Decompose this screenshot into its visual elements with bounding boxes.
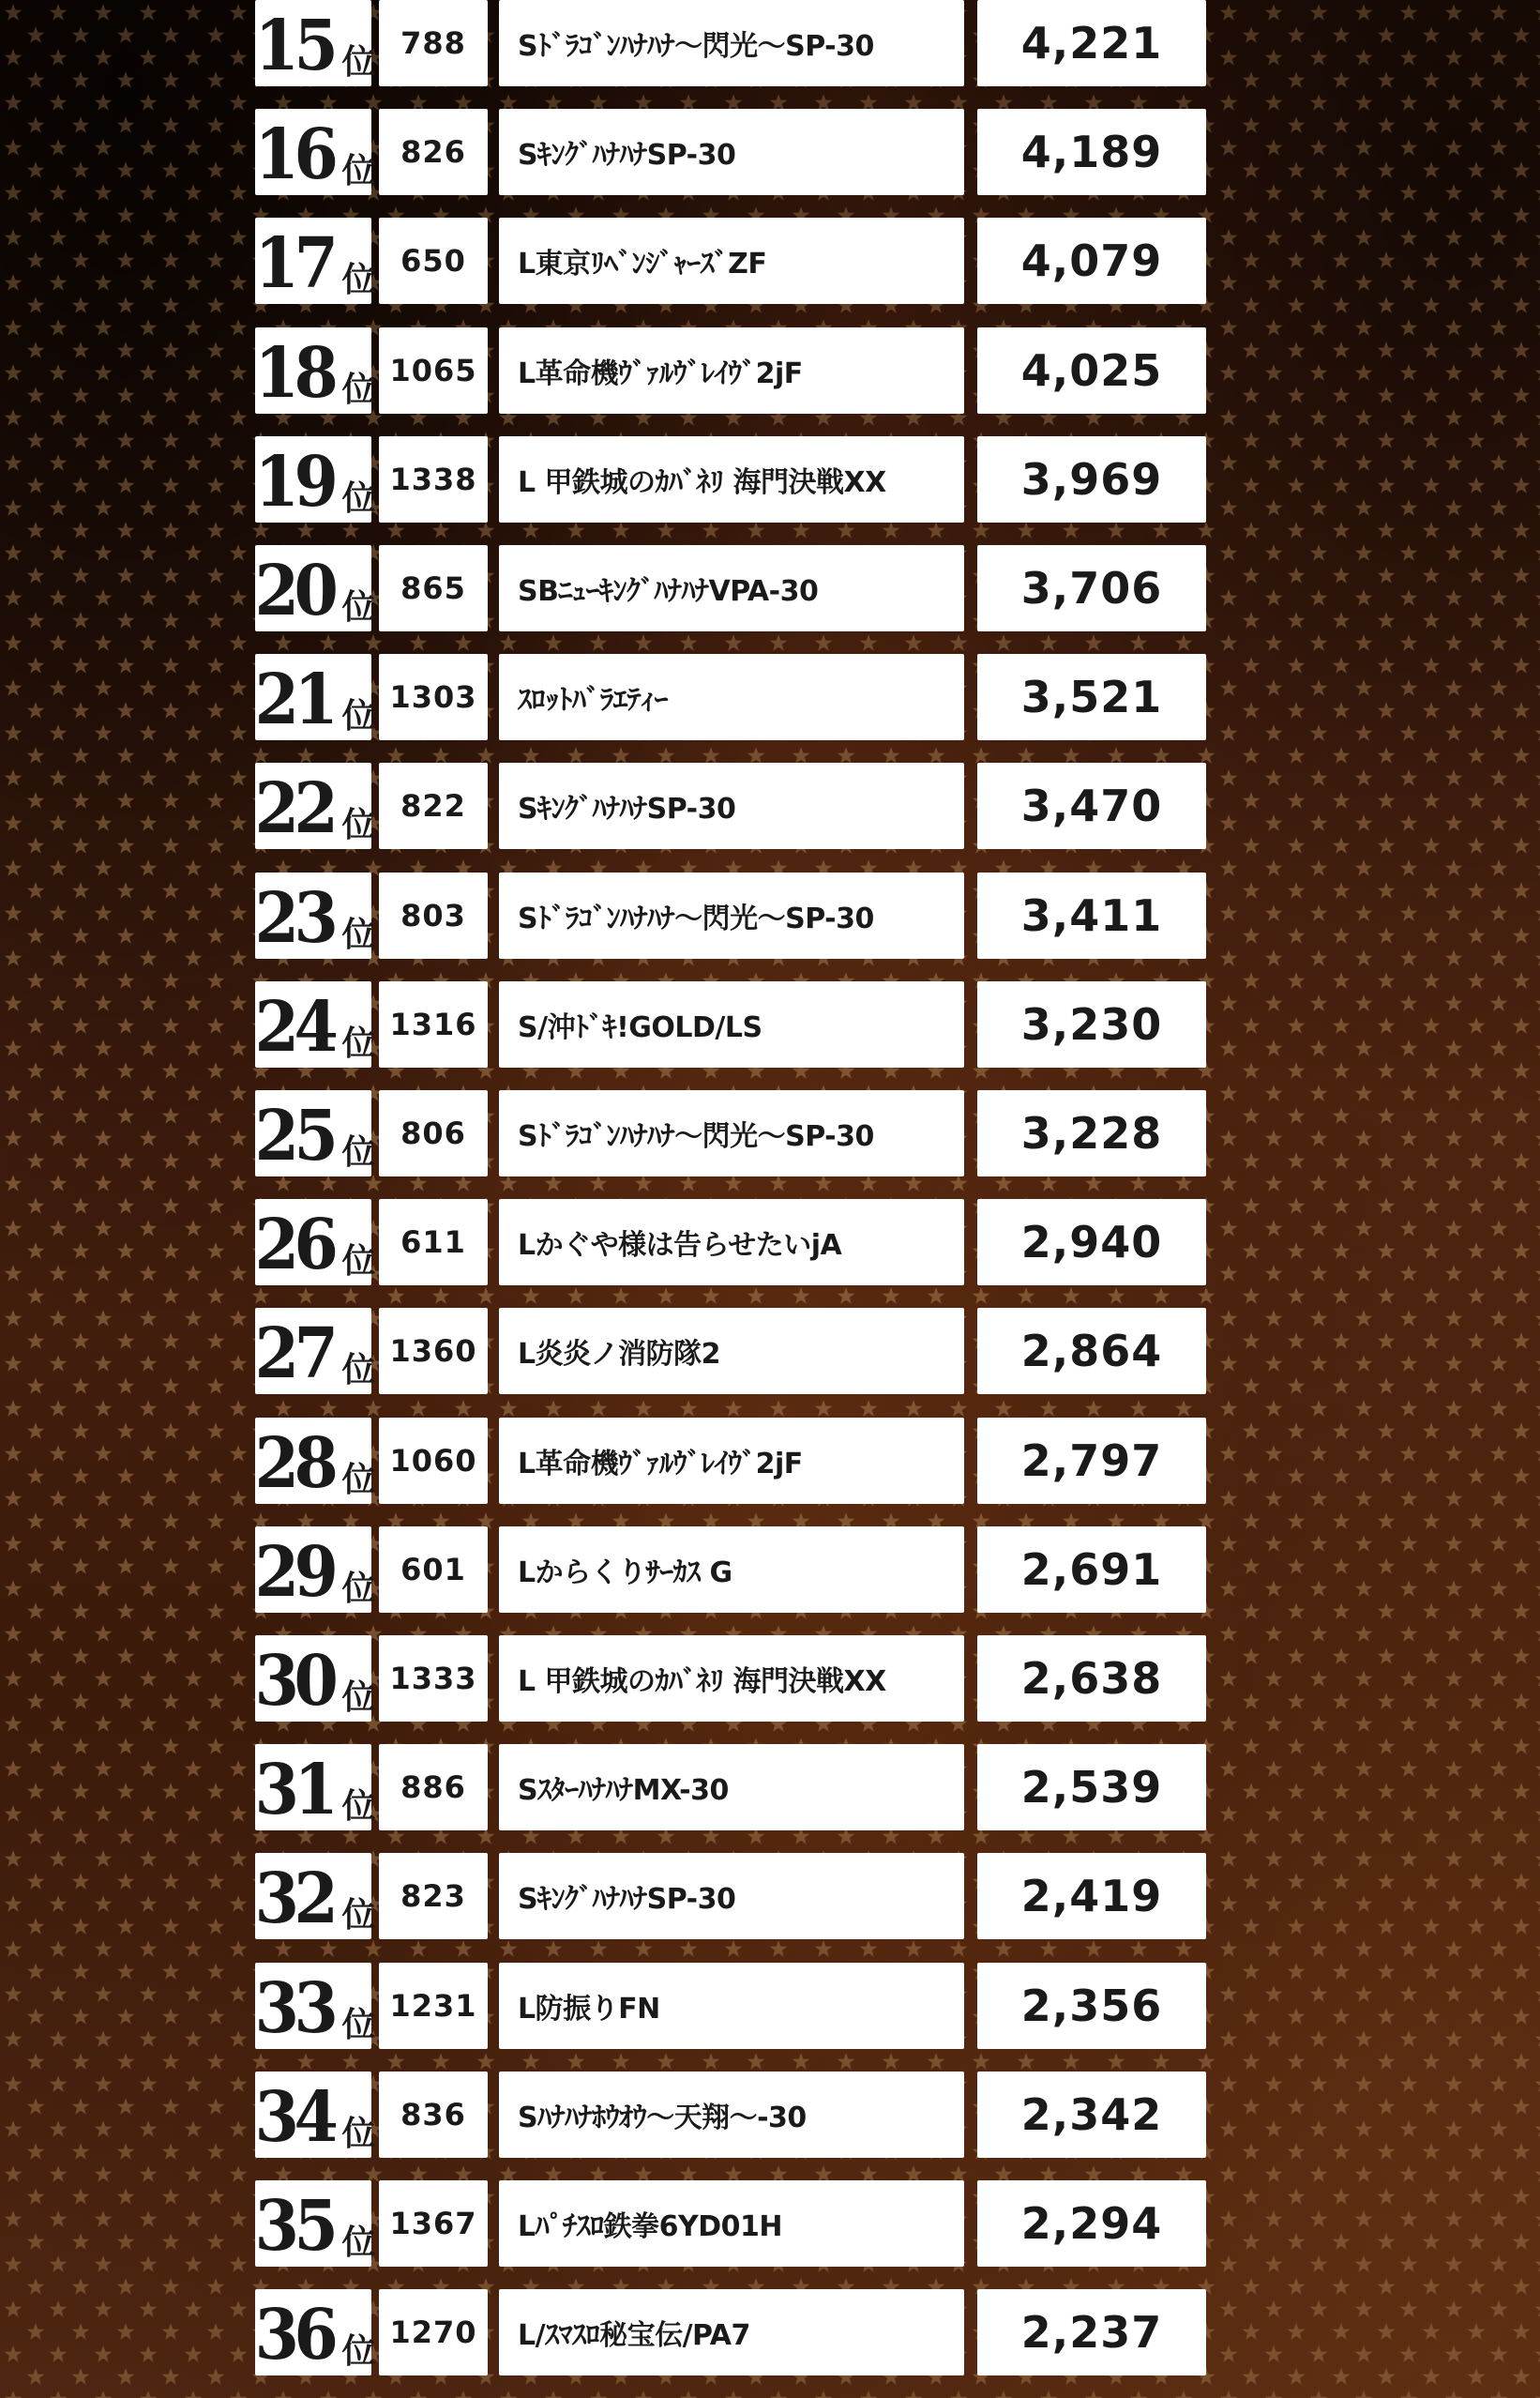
machine-name: L東京ﾘﾍﾞﾝｼﾞｬｰｽﾞZF	[499, 218, 964, 304]
machine-number: 1338	[379, 436, 488, 523]
rank-suffix: 位	[341, 1568, 376, 1608]
value-cell: 4,221	[977, 0, 1206, 86]
machine-name: L炎炎ノ消防隊2	[499, 1308, 964, 1394]
machine-name: Sﾄﾞﾗｺﾞﾝﾊﾅﾊﾅ～閃光～SP-30	[499, 0, 964, 86]
rank-cell	[254, 1090, 376, 1176]
ranking-row	[255, 1628, 1289, 1723]
rank-cell	[254, 1526, 376, 1613]
ranking-row	[255, 1737, 1289, 1832]
rank-suffix: 位	[341, 478, 376, 518]
rank-cell	[254, 1853, 376, 1940]
machine-number: 1333	[379, 1635, 488, 1722]
value-cell: 2,294	[977, 2180, 1206, 2267]
machine-name: Sﾄﾞﾗｺﾞﾝﾊﾅﾊﾅ～閃光～SP-30	[499, 873, 964, 959]
rank-cell	[254, 763, 376, 850]
value-cell: 2,539	[977, 1744, 1206, 1830]
ranking-row	[255, 755, 1289, 851]
machine-name: L 甲鉄城のｶﾊﾞﾈﾘ 海門決戦XX	[499, 1635, 964, 1722]
rank-number: 23	[254, 877, 333, 959]
rank-cell	[254, 218, 376, 305]
machine-name: L革命機ｳﾞｧﾙｳﾞﾚｲｳﾞ2jF	[499, 1418, 964, 1504]
value-cell: 2,356	[977, 1963, 1206, 2049]
machine-name: SBﾆｭｰｷﾝｸﾞﾊﾅﾊﾅVPA-30	[499, 545, 964, 631]
rank-suffix: 位	[341, 2004, 376, 2044]
rank-suffix: 位	[341, 260, 376, 300]
machine-name: L/ｽﾏｽﾛ秘宝伝/PA7	[499, 2289, 964, 2375]
ranking-row	[255, 1191, 1289, 1287]
ranking-row	[255, 1845, 1289, 1941]
rank-number: 32	[254, 1859, 333, 1940]
rank-number: 15	[254, 6, 333, 86]
machine-name: L革命機ｳﾞｧﾙｳﾞﾚｲｳﾞ2jF	[499, 327, 964, 414]
machine-number: 1316	[379, 981, 488, 1068]
ranking-row	[255, 2173, 1289, 2269]
rank-number: 30	[254, 1641, 333, 1722]
rank-suffix: 位	[341, 696, 376, 736]
value-cell: 3,411	[977, 873, 1206, 959]
machine-number: 1367	[379, 2180, 488, 2267]
machine-number: 823	[379, 1853, 488, 1939]
machine-number: 788	[379, 0, 488, 86]
value-cell: 3,706	[977, 545, 1206, 631]
rank-suffix: 位	[341, 2113, 376, 2153]
machine-name: L 甲鉄城のｶﾊﾞﾈﾘ 海門決戦XX	[499, 436, 964, 523]
rank-cell	[254, 2072, 376, 2158]
machine-number: 803	[379, 873, 488, 959]
rank-number: 35	[254, 2186, 333, 2267]
ranking-row	[255, 1410, 1289, 1506]
rank-cell	[254, 1308, 376, 1395]
rank-suffix: 位	[341, 1677, 376, 1717]
rank-cell	[254, 545, 376, 631]
ranking-row	[255, 1955, 1289, 2051]
rank-number: 28	[254, 1422, 333, 1504]
rank-cell	[254, 1635, 376, 1722]
rank-cell	[254, 873, 376, 959]
rank-number: 27	[254, 1313, 333, 1395]
rank-suffix: 位	[341, 914, 376, 954]
ranking-row	[255, 0, 1289, 88]
machine-number: 826	[379, 109, 488, 195]
machine-name: Lからくりｻｰｶｽ G	[499, 1526, 964, 1613]
ranking-row	[255, 210, 1289, 306]
ranking-row	[255, 2282, 1289, 2377]
rank-suffix: 位	[341, 369, 376, 409]
rank-cell	[254, 327, 376, 414]
value-cell: 4,025	[977, 327, 1206, 414]
value-cell: 2,797	[977, 1418, 1206, 1504]
ranking-row	[255, 865, 1289, 961]
machine-name: ｽﾛｯﾄﾊﾞﾗｴﾃｨｰ	[499, 654, 964, 740]
ranking-row	[255, 646, 1289, 742]
value-cell: 2,342	[977, 2072, 1206, 2158]
rank-suffix: 位	[341, 1132, 376, 1172]
value-cell: 3,969	[977, 436, 1206, 523]
rank-number: 16	[254, 114, 333, 196]
machine-name: S/沖ﾄﾞｷ!GOLD/LS	[499, 981, 964, 1068]
machine-number: 650	[379, 218, 488, 304]
machine-number: 1303	[379, 654, 488, 740]
value-cell: 2,940	[977, 1199, 1206, 1285]
rank-number: 31	[254, 1750, 333, 1831]
rank-suffix: 位	[341, 1241, 376, 1282]
value-cell: 2,638	[977, 1635, 1206, 1722]
rank-suffix: 位	[341, 1350, 376, 1390]
machine-number: 886	[379, 1744, 488, 1830]
machine-number: 865	[379, 545, 488, 631]
rank-cell	[254, 654, 376, 741]
rank-suffix: 位	[341, 587, 376, 627]
value-cell: 3,470	[977, 763, 1206, 849]
ranking-row	[255, 1519, 1289, 1615]
machine-name: Lﾊﾟﾁｽﾛ鉄拳6YD01H	[499, 2180, 964, 2267]
rank-suffix: 位	[341, 1895, 376, 1935]
machine-number: 836	[379, 2072, 488, 2158]
machine-number: 1270	[379, 2289, 488, 2375]
rank-number: 34	[254, 2076, 333, 2158]
rank-suffix: 位	[341, 1459, 376, 1499]
rank-cell	[254, 2289, 376, 2376]
machine-number: 601	[379, 1526, 488, 1613]
value-cell: 4,189	[977, 109, 1206, 195]
machine-name: L防振りFN	[499, 1963, 964, 2049]
rank-number: 24	[254, 986, 333, 1068]
machine-name: SｷﾝｸﾞﾊﾅﾊﾅSP-30	[499, 763, 964, 849]
rank-number: 33	[254, 1967, 333, 2049]
value-cell: 3,230	[977, 981, 1206, 1068]
rank-number: 17	[254, 223, 333, 305]
rank-cell	[254, 2180, 376, 2267]
rank-number: 18	[254, 332, 333, 414]
rank-cell	[254, 109, 376, 196]
ranking-row	[255, 974, 1289, 1070]
machine-number: 822	[379, 763, 488, 849]
value-cell: 2,691	[977, 1526, 1206, 1613]
value-cell: 2,419	[977, 1853, 1206, 1939]
rank-suffix: 位	[341, 151, 376, 191]
machine-name: SｽﾀｰﾊﾅﾊﾅMX-30	[499, 1744, 964, 1830]
rank-cell	[254, 1418, 376, 1504]
value-cell: 2,864	[977, 1308, 1206, 1394]
rank-number: 21	[254, 660, 333, 741]
machine-name: SｷﾝｸﾞﾊﾅﾊﾅSP-30	[499, 109, 964, 195]
value-cell: 4,079	[977, 218, 1206, 304]
ranking-row	[255, 101, 1289, 197]
rank-suffix: 位	[341, 42, 376, 82]
rank-cell	[254, 1963, 376, 2049]
machine-name: Sﾄﾞﾗｺﾞﾝﾊﾅﾊﾅ～閃光～SP-30	[499, 1090, 964, 1176]
rank-suffix: 位	[341, 805, 376, 845]
ranking-row	[255, 429, 1289, 524]
ranking-row	[255, 1300, 1289, 1396]
value-cell: 3,228	[977, 1090, 1206, 1176]
ranking-row	[255, 1083, 1289, 1178]
value-cell: 2,237	[977, 2289, 1206, 2375]
rank-cell	[254, 0, 376, 86]
machine-number: 1060	[379, 1418, 488, 1504]
rank-number: 20	[254, 551, 333, 631]
machine-number: 1231	[379, 1963, 488, 2049]
rank-suffix: 位	[341, 1786, 376, 1827]
machine-name: SｷﾝｸﾞﾊﾅﾊﾅSP-30	[499, 1853, 964, 1939]
rank-cell	[254, 981, 376, 1068]
machine-number: 806	[379, 1090, 488, 1176]
ranking-row	[255, 538, 1289, 633]
machine-number: 1065	[379, 327, 488, 414]
rank-number: 22	[254, 768, 333, 850]
rank-number: 25	[254, 1096, 333, 1176]
machine-name: Sﾊﾅﾊﾅﾎｳｵｳ～天翔～-30	[499, 2072, 964, 2158]
rank-number: 29	[254, 1531, 333, 1613]
rank-number: 26	[254, 1205, 333, 1286]
rank-number: 19	[254, 441, 333, 523]
machine-name: Lかぐや様は告らせたいjA	[499, 1199, 964, 1285]
ranking-table	[255, 0, 1289, 2398]
rank-cell	[254, 1744, 376, 1831]
ranking-row	[255, 2064, 1289, 2160]
rank-cell	[254, 436, 376, 523]
value-cell: 3,521	[977, 654, 1206, 740]
rank-suffix: 位	[341, 2331, 376, 2372]
machine-number: 1360	[379, 1308, 488, 1394]
ranking-row	[255, 320, 1289, 416]
rank-number: 36	[254, 2295, 333, 2376]
rank-suffix: 位	[341, 1023, 376, 1063]
rank-suffix: 位	[341, 2223, 376, 2262]
rank-cell	[254, 1199, 376, 1286]
machine-number: 611	[379, 1199, 488, 1285]
